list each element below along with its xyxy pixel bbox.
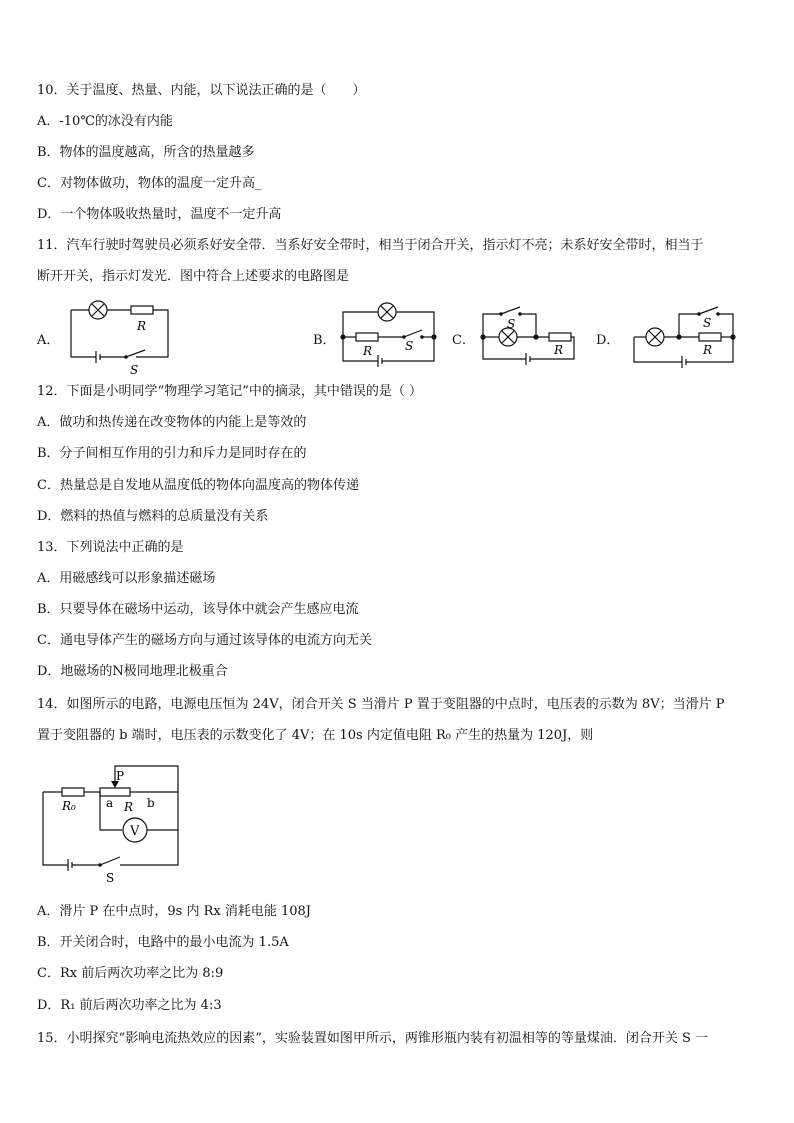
- q11-d-r: R: [703, 343, 713, 357]
- q12-option-b: B．分子间相互作用的引力和斥力是同时存在的: [37, 446, 307, 461]
- q11-circuit-a: [66, 297, 176, 377]
- q14-label-p: P: [116, 769, 125, 783]
- q15-stem-line1: 15．小明探究“影响电流热效应的因素”，实验装置如图甲所示，两锥形瓶内装有初温相等的等量煤油．闭合开关 S 一: [37, 1031, 709, 1046]
- q14-option-a: A．滑片 P 在中点时，9s 内 Rx 消耗电能 108J: [37, 904, 312, 919]
- q11-circuit-b: [338, 297, 443, 367]
- q11-a-r: R: [137, 319, 147, 333]
- q14-label-r: R: [124, 800, 134, 814]
- q11-choice-a-label: A．: [37, 333, 60, 348]
- q10-option-a: A．-10℃的冰没有内能: [37, 114, 173, 129]
- q14-label-r0: R₀: [62, 799, 76, 813]
- q11-stem-line2: 断开开关，指示灯发光．图中符合上述要求的电路图是: [37, 269, 350, 284]
- q13-option-d: D．地磁场的N极同地理北极重合: [37, 664, 228, 679]
- q13-option-b: B．只要导体在磁场中运动，该导体中就会产生感应电流: [37, 602, 359, 617]
- q11-c-r: R: [554, 343, 564, 357]
- q12-stem: 12．下面是小明同学“物理学习笔记”中的摘录，其中错误的是（ ）: [37, 384, 422, 399]
- q11-choice-d-label: D．: [596, 333, 620, 348]
- q11-circuit-d: [632, 297, 742, 367]
- q11-c-s: S: [507, 317, 516, 331]
- q10-option-b: B．物体的温度越高，所含的热量越多: [37, 145, 255, 160]
- q14-label-s: S: [106, 871, 115, 885]
- q10-option-d: D．一个物体吸收热量时，温度不一定升高: [37, 207, 282, 222]
- q14-stem-line1: 14．如图所示的电路，电源电压恒为 24V，闭合开关 S 当滑片 P 置于变阻器的中点时，电压表的示数为 8V；当滑片 P: [37, 697, 725, 712]
- q13-option-c: C．通电导体产生的磁场方向与通过该导体的电流方向无关: [37, 633, 372, 648]
- q11-a-s: S: [130, 363, 139, 377]
- q14-label-a: a: [106, 796, 114, 810]
- q10-option-c: C．对物体做功，物体的温度一定升高_: [37, 176, 262, 191]
- q14-option-c: C．Rx 前后两次功率之比为 8:9: [37, 966, 224, 981]
- q14-label-b: b: [147, 796, 155, 810]
- q11-d-s: S: [703, 316, 712, 330]
- q11-b-s: S: [405, 339, 414, 353]
- q14-stem-line2: 置于变阻器的 b 端时，电压表的示数变化了 4V；在 10s 内定值电阻 R₀ 产生的热量为 120J，则: [37, 728, 594, 743]
- q10-stem: 10．关于温度、热量、内能，以下说法正确的是（ ）: [37, 83, 366, 98]
- q14-voltmeter-v: V: [130, 824, 140, 839]
- q12-option-d: D．燃料的热值与燃料的总质量没有关系: [37, 509, 269, 524]
- q12-option-c: C．热量总是自发地从温度低的物体向温度高的物体传递: [37, 478, 359, 493]
- q13-option-a: A．用磁感线可以形象描述磁场: [37, 571, 216, 586]
- q14-option-d: D．R₁ 前后两次功率之比为 4:3: [37, 998, 222, 1013]
- q11-stem-line1: 11．汽车行驶时驾驶员必须系好安全带．当系好安全带时，相当于闭合开关，指示灯不亮；未系好安全带时，相当于: [37, 238, 704, 253]
- q12-option-a: A．做功和热传递在改变物体的内能上是等效的: [37, 415, 307, 430]
- q13-stem: 13．下列说法中正确的是: [37, 540, 184, 555]
- q11-choice-b-label: B．: [313, 333, 336, 348]
- q11-choice-c-label: C．: [452, 333, 475, 348]
- q11-b-r: R: [363, 344, 373, 358]
- q14-circuit-diagram: [40, 764, 190, 884]
- q11-circuit-c: [478, 297, 578, 367]
- q14-option-b: B．开关闭合时，电路中的最小电流为 1.5A: [37, 935, 289, 950]
